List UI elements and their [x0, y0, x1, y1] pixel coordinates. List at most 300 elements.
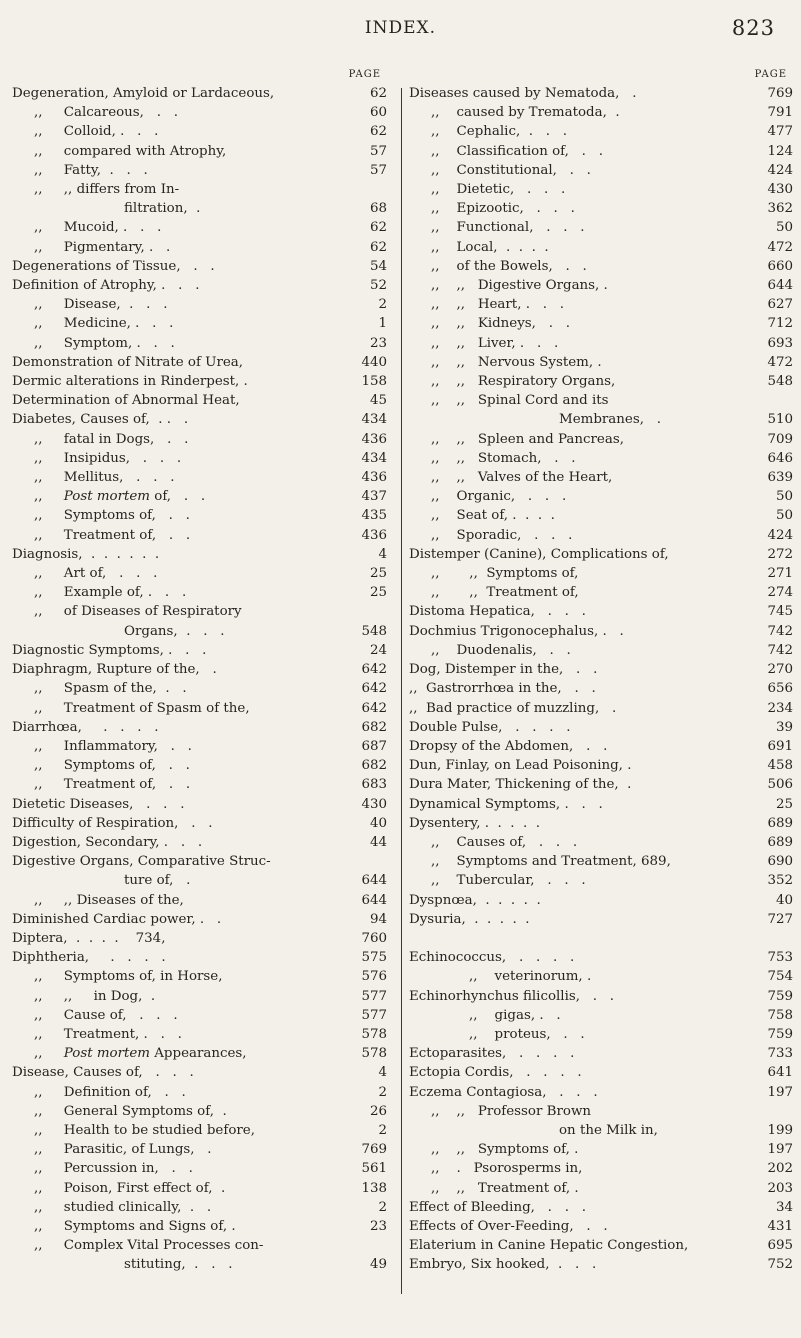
entry-text: Determination of Abnormal Heat, [12, 393, 240, 409]
index-entry [12, 737, 387, 756]
entry-page-ref: 641 [767, 1065, 793, 1081]
entry-text: ,, Example of, . . . [34, 585, 187, 601]
entry-text: ,, ,, Professor Brown [431, 1103, 592, 1119]
entry-text: Distoma Hepatica, . . . [409, 604, 586, 620]
entry-text: filtration, . [124, 201, 201, 217]
entry-text: Dochmius Trigonocephalus, . . [409, 623, 624, 639]
entry-page-ref: 510 [767, 412, 793, 428]
entry-text: Diptera, . . . . 734, [12, 930, 166, 946]
entry-page-ref: 424 [767, 527, 793, 543]
index-entry [12, 871, 387, 890]
entry-text: ,, ,, Stomach, . . [431, 450, 576, 466]
entry-text: ,, ,, Symptoms of, [431, 566, 579, 582]
entry-text: Dynamical Symptoms, . . . [409, 796, 603, 812]
entry-text: ,, Art of, . . . [34, 566, 158, 582]
entry-text: ,, ,, Spleen and Pancreas, [431, 431, 624, 447]
entry-text: Dysentery, . . . . . [409, 815, 541, 831]
index-entry [409, 487, 793, 506]
entry-page-ref: 642 [361, 662, 387, 678]
entry-text: ture of, . [124, 873, 191, 889]
entry-text: ,, ,, in Dog, . [34, 988, 156, 1004]
index-entry [409, 852, 793, 871]
index-entry [12, 1083, 387, 1102]
index-entry [409, 679, 793, 698]
entry-page-ref: 197 [767, 1084, 793, 1100]
entry-page-ref: 430 [767, 182, 793, 198]
entry-text: ,, Seat of, . . . . [431, 508, 555, 524]
entry-page-ref: 39 [775, 719, 793, 735]
index-entry [12, 84, 387, 103]
index-entry [12, 314, 387, 333]
index-entry [409, 622, 793, 641]
entry-text: Embryo, Six hooked, . . . [409, 1257, 597, 1273]
index-entry [409, 161, 793, 180]
entry-page-ref: 4 [378, 1065, 387, 1081]
entry-page-ref: 430 [361, 796, 387, 812]
index-entry [409, 775, 793, 794]
index-entry [409, 660, 793, 679]
index-entry [409, 84, 793, 103]
left-page-column-label: PAGE [348, 69, 381, 80]
entry-text: ,, Post mortem of, . . [34, 489, 206, 505]
entry-page-ref: 642 [361, 681, 387, 697]
entry-page-ref: 627 [767, 297, 793, 313]
entry-text: ,, Definition of, . . [34, 1084, 186, 1100]
entry-page-ref: 712 [767, 316, 793, 332]
index-entry [409, 699, 793, 718]
entry-text: Diabetes, Causes of, . . . [12, 412, 189, 428]
index-entry [12, 929, 387, 948]
index-entry [409, 1025, 793, 1044]
entry-page-ref: 203 [767, 1180, 793, 1196]
index-entry [409, 372, 793, 391]
entry-text: ,, Cephalic, . . . [431, 124, 568, 140]
index-entry [409, 1102, 793, 1121]
entry-page-ref: 62 [369, 86, 387, 101]
entry-page-ref: 690 [767, 854, 793, 870]
entry-page-ref: 68 [369, 201, 387, 217]
entry-page-ref: 727 [767, 911, 793, 927]
index-entry [12, 545, 387, 564]
entry-text: Effect of Bleeding, . . . [409, 1199, 586, 1215]
index-entry [409, 891, 793, 910]
entry-page-ref: 2 [378, 1084, 387, 1100]
entry-page-ref: 436 [361, 431, 387, 447]
entry-text: Degeneration, Amyloid or Lardaceous, [12, 86, 275, 101]
entry-page-ref: 437 [361, 489, 387, 505]
entry-page-ref: 23 [369, 335, 387, 351]
index-entry [409, 1236, 793, 1255]
entry-page-ref: 2 [378, 1199, 387, 1215]
entry-text: Ectopia Cordis, . . . . [409, 1065, 582, 1081]
entry-page-ref: 62 [369, 124, 387, 140]
right-page-column-label: PAGE [754, 69, 787, 80]
entry-text: Echinorhynchus filicollis, . . [409, 988, 615, 1004]
entry-text: ,, ,, Liver, . . . [431, 335, 559, 351]
entry-page-ref: 752 [767, 1257, 793, 1273]
entry-text: ,, caused by Trematoda, . [431, 105, 620, 121]
index-entry [409, 199, 793, 218]
index-entry [409, 103, 793, 122]
index-entry [12, 775, 387, 794]
entry-text: ,, ,, Kidneys, . . [431, 316, 570, 332]
entry-page-ref: 25 [369, 566, 387, 582]
entry-page-ref: 691 [767, 738, 793, 754]
index-entry [409, 430, 793, 449]
entry-text: on the Milk in, [559, 1122, 658, 1138]
index-entry [409, 1006, 793, 1025]
index-entry [12, 1102, 387, 1121]
entry-page-ref: 689 [767, 815, 793, 831]
index-entry [409, 334, 793, 353]
index-entry [12, 833, 387, 852]
index-entry [409, 180, 793, 199]
entry-text: Diaphragm, Rupture of the, . [12, 662, 217, 678]
entry-text: Elaterium in Canine Hepatic Congestion, [409, 1238, 689, 1254]
entry-page-ref: 2 [378, 1122, 387, 1138]
index-entry [409, 756, 793, 775]
entry-page-ref: 733 [767, 1046, 793, 1062]
entry-text: Digestion, Secondary, . . . [12, 834, 203, 850]
entry-text: ,, Symptoms and Treatment, 689, [431, 854, 671, 870]
entry-text: Dietetic Diseases, . . . [12, 796, 185, 812]
index-entry [12, 353, 387, 372]
entry-page-ref: 124 [767, 143, 793, 159]
index-entry [409, 871, 793, 890]
index-entry [12, 122, 387, 141]
entry-page-ref: 2 [378, 297, 387, 313]
entry-text: ,, ,, Respiratory Organs, [431, 374, 616, 390]
entry-text: Dysuria, . . . . . [409, 911, 530, 927]
entry-text: ,, Symptoms of, in Horse, [34, 969, 223, 985]
entry-page-ref: 197 [767, 1142, 793, 1158]
entry-text: ,, Calcareous, . . [34, 105, 178, 121]
entry-page-ref: 548 [767, 374, 793, 390]
entry-page-ref: 436 [361, 470, 387, 486]
entry-text: ,, Local, . . . . [431, 239, 549, 255]
entry-page-ref: 754 [767, 969, 793, 985]
entry-text: ,, ,, differs from In- [34, 182, 180, 198]
index-entry [409, 1159, 793, 1178]
index-entry [12, 430, 387, 449]
index-entry [409, 1179, 793, 1198]
entry-text: ,, of Diseases of Respiratory [34, 604, 242, 620]
entry-page-ref: 575 [361, 950, 387, 966]
entry-page-ref: 436 [361, 527, 387, 543]
entry-text: ,, Fatty, . . . [34, 162, 148, 178]
entry-text: ,, Complex Vital Processes con- [34, 1238, 264, 1254]
index-entry [12, 391, 387, 410]
entry-text: ,, . Psorosperms in, [431, 1161, 583, 1177]
entry-text: Diminished Cardiac power, . . [12, 911, 222, 927]
entry-page-ref: 45 [369, 393, 387, 409]
index-entry [409, 833, 793, 852]
index-entry [409, 142, 793, 161]
index-entry [12, 526, 387, 545]
index-entry [12, 276, 387, 295]
entry-page-ref: 40 [775, 892, 793, 908]
index-entry [12, 199, 387, 218]
entry-text: ,, Functional, . . . [431, 220, 585, 236]
index-entry [12, 1140, 387, 1159]
entry-text: ,, Treatment of Spasm of the, [34, 700, 250, 716]
entry-page-ref: 40 [369, 815, 387, 831]
entry-page-ref: 753 [767, 950, 793, 966]
entry-text: ,, Poison, First effect of, . [34, 1180, 226, 1196]
index-entry [409, 295, 793, 314]
entry-page-ref: 578 [361, 1046, 387, 1062]
entry-text: ,, Parasitic, of Lungs, . [34, 1142, 212, 1158]
entry-page-ref: 49 [369, 1257, 387, 1273]
entry-text: ,, Symptom, . . . [34, 335, 175, 351]
entry-text: ,, studied clinically, . . [34, 1199, 212, 1215]
index-entry [12, 967, 387, 986]
entry-page-ref: 270 [767, 662, 793, 678]
index-entry [12, 334, 387, 353]
entry-text: ,, Cause of, . . . [34, 1007, 178, 1023]
entry-page-ref: 158 [361, 374, 387, 390]
entry-page-ref: 26 [369, 1103, 387, 1119]
entry-text: Organs, . . . [124, 623, 225, 639]
entry-page-ref: 791 [767, 105, 793, 121]
index-entry [12, 372, 387, 391]
entry-text: Distemper (Canine), Complications of, [409, 546, 669, 562]
index-entry [12, 257, 387, 276]
entry-page-ref: 656 [767, 681, 793, 697]
index-entry [12, 1044, 387, 1063]
entry-text: ,, Insipidus, . . . [34, 450, 182, 466]
index-entry [12, 1179, 387, 1198]
index-entry [409, 1217, 793, 1236]
entry-text: Diseases caused by Nematoda, . [409, 86, 637, 101]
entry-page-ref: 769 [767, 86, 793, 101]
entry-text: ,, compared with Atrophy, [34, 143, 227, 159]
index-entry [409, 1198, 793, 1217]
index-entry [12, 756, 387, 775]
index-entry [12, 1121, 387, 1140]
entry-text: Definition of Atrophy, . . . [12, 278, 200, 294]
entry-text: ,, Symptoms of, . . [34, 758, 190, 774]
entry-text: ,, gigas, . . [469, 1007, 561, 1023]
index-entry [12, 641, 387, 660]
index-entry [12, 142, 387, 161]
entry-page-ref: 644 [361, 873, 387, 889]
index-entry [12, 891, 387, 910]
index-entry [409, 526, 793, 545]
entry-text: ,, Dietetic, . . . [431, 182, 566, 198]
entry-text: ,, Sporadic, . . . [431, 527, 573, 543]
entry-page-ref: 4 [378, 546, 387, 562]
index-entry [12, 852, 387, 871]
entry-text: ,, Symptoms of, . . [34, 508, 190, 524]
index-entry [409, 987, 793, 1006]
left-index-column [12, 66, 387, 1275]
index-entry [409, 506, 793, 525]
entry-text: Membranes, . [559, 412, 661, 428]
entry-text: Diagnostic Symptoms, . . . [12, 642, 207, 658]
entry-text: ,, Bad practice of muzzling, . [409, 700, 617, 716]
entry-page-ref: 695 [767, 1238, 793, 1254]
index-entry [12, 622, 387, 641]
entry-text: Dyspnœa, . . . . . [409, 892, 541, 908]
index-entry [409, 391, 793, 410]
entry-page-ref: 54 [369, 258, 387, 274]
index-entry [12, 564, 387, 583]
index-entry [409, 218, 793, 237]
index-entry [409, 929, 793, 948]
entry-page-ref: 458 [767, 758, 793, 774]
entry-page-ref: 759 [767, 1026, 793, 1042]
entry-page-ref: 352 [767, 873, 793, 889]
entry-text: ,, Organic, . . . [431, 489, 567, 505]
index-entry [12, 295, 387, 314]
entry-page-ref: 60 [369, 105, 387, 121]
entry-page-ref: 199 [767, 1122, 793, 1138]
index-entry [12, 718, 387, 737]
index-entry [12, 795, 387, 814]
entry-text: stituting, . . . [124, 1257, 233, 1273]
entry-page-ref: 577 [361, 988, 387, 1004]
index-entry [12, 699, 387, 718]
entry-page-ref: 742 [767, 642, 793, 658]
index-entry [12, 506, 387, 525]
index-entry [409, 353, 793, 372]
entry-text: ,, Spasm of the, . . [34, 681, 187, 697]
index-entry [409, 410, 793, 429]
entry-text: ,, Treatment of, . . [34, 527, 191, 543]
entry-page-ref: 50 [775, 220, 793, 236]
entry-page-ref: 642 [361, 700, 387, 716]
entry-text: Difficulty of Respiration, . . [12, 815, 213, 831]
entry-page-ref: 760 [361, 930, 387, 946]
left-entry-list [12, 84, 387, 1275]
index-entry [12, 449, 387, 468]
index-entry [12, 602, 387, 621]
entry-page-ref: 44 [369, 834, 387, 850]
entry-page-ref: 506 [767, 777, 793, 793]
entry-page-ref: 138 [361, 1180, 387, 1196]
index-entry [409, 545, 793, 564]
entry-page-ref: 94 [369, 911, 387, 927]
entry-page-ref: 759 [767, 988, 793, 1004]
entry-page-ref: 234 [767, 700, 793, 716]
entry-text: Diarrhœa, . . . . [12, 719, 159, 735]
index-entry [12, 468, 387, 487]
right-entry-list [409, 84, 793, 1275]
index-entry [12, 948, 387, 967]
index-entry [12, 1025, 387, 1044]
entry-text: ,, Gastrorrhœa in the, . . [409, 681, 596, 697]
entry-page-ref: 202 [767, 1161, 793, 1177]
entry-page-ref: 50 [775, 508, 793, 524]
entry-page-ref: 57 [369, 143, 387, 159]
entry-text: ,, ,, Treatment of, [431, 585, 579, 601]
entry-page-ref: 23 [369, 1218, 387, 1234]
entry-text: Dura Mater, Thickening of the, . [409, 777, 632, 793]
entry-text: ,, veterinorum, . [469, 969, 592, 985]
entry-text: Dog, Distemper in the, . . [409, 662, 598, 678]
index-entry [409, 795, 793, 814]
entry-page-ref: 682 [361, 719, 387, 735]
index-entry [409, 238, 793, 257]
index-entry [12, 218, 387, 237]
column-divider [401, 88, 402, 1294]
entry-page-ref: 435 [361, 508, 387, 524]
index-entry [12, 814, 387, 833]
entry-page-ref: 424 [767, 162, 793, 178]
entry-page-ref: 561 [361, 1161, 387, 1177]
entry-text: Effects of Over-Feeding, . . [409, 1218, 608, 1234]
index-entry [409, 257, 793, 276]
entry-text: ,, ,, Heart, . . . [431, 297, 565, 313]
entry-page-ref: 62 [369, 239, 387, 255]
index-entry [409, 583, 793, 602]
index-entry [12, 103, 387, 122]
index-entry [409, 910, 793, 929]
entry-text: Ectoparasites, . . . . [409, 1046, 575, 1062]
entry-text: Eczema Contagiosa, . . . [409, 1084, 598, 1100]
entry-page-ref: 440 [361, 354, 387, 370]
entry-text: ,, Medicine, . . . [34, 316, 174, 332]
index-entry [409, 1044, 793, 1063]
entry-page-ref: 576 [361, 969, 387, 985]
index-entry [12, 1198, 387, 1217]
entry-text: ,, ,, Treatment of, . [431, 1180, 579, 1196]
index-entry [12, 1217, 387, 1236]
entry-page-ref: 689 [767, 834, 793, 850]
index-entry [409, 814, 793, 833]
entry-text: ,, Percussion in, . . [34, 1161, 193, 1177]
entry-text: Digestive Organs, Comparative Struc- [12, 854, 271, 870]
entry-page-ref: 646 [767, 450, 793, 466]
index-entry [12, 583, 387, 602]
entry-page-ref: 25 [369, 585, 387, 601]
entry-text: ,, Pigmentary, . . [34, 239, 171, 255]
entry-text: Demonstration of Nitrate of Urea, [12, 354, 244, 370]
entry-text: Echinococcus, . . . . [409, 950, 575, 966]
entry-page-ref: 687 [361, 738, 387, 754]
entry-page-ref: 34 [775, 1199, 793, 1215]
entry-text: ,, Health to be studied before, [34, 1122, 255, 1138]
index-entry [12, 1236, 387, 1255]
entry-page-ref: 644 [767, 278, 793, 294]
entry-text: ,, Epizootic, . . . [431, 201, 575, 217]
entry-page-ref: 52 [369, 278, 387, 294]
index-entry [409, 1121, 793, 1140]
entry-text: ,, Symptoms and Signs of, . [34, 1218, 236, 1234]
index-entry [12, 1006, 387, 1025]
italic-phrase: Post mortem [63, 1046, 150, 1062]
entry-text: ,, Colloid, . . . [34, 124, 159, 140]
entry-text: ,, ,, Valves of the Heart, [431, 470, 613, 486]
entry-text: ,, ,, Spinal Cord and its [431, 393, 609, 409]
entry-text: ,, fatal in Dogs, . . [34, 431, 189, 447]
entry-text: ,, Disease, . . . [34, 297, 168, 313]
entry-page-ref: 1 [378, 316, 387, 332]
page-number: 823 [731, 16, 775, 40]
entry-page-ref: 271 [767, 566, 793, 582]
entry-page-ref: 472 [767, 354, 793, 370]
entry-text: Dermic alterations in Rinderpest, . [12, 374, 248, 390]
entry-text: ,, Treatment of, . . [34, 777, 191, 793]
entry-text: ,, Tubercular, . . . [431, 873, 586, 889]
entry-text: Dropsy of the Abdomen, . . [409, 738, 608, 754]
index-entry [409, 1083, 793, 1102]
right-index-column [409, 66, 793, 1275]
entry-page-ref: 434 [361, 412, 387, 428]
index-entry [12, 487, 387, 506]
index-entry [409, 276, 793, 295]
